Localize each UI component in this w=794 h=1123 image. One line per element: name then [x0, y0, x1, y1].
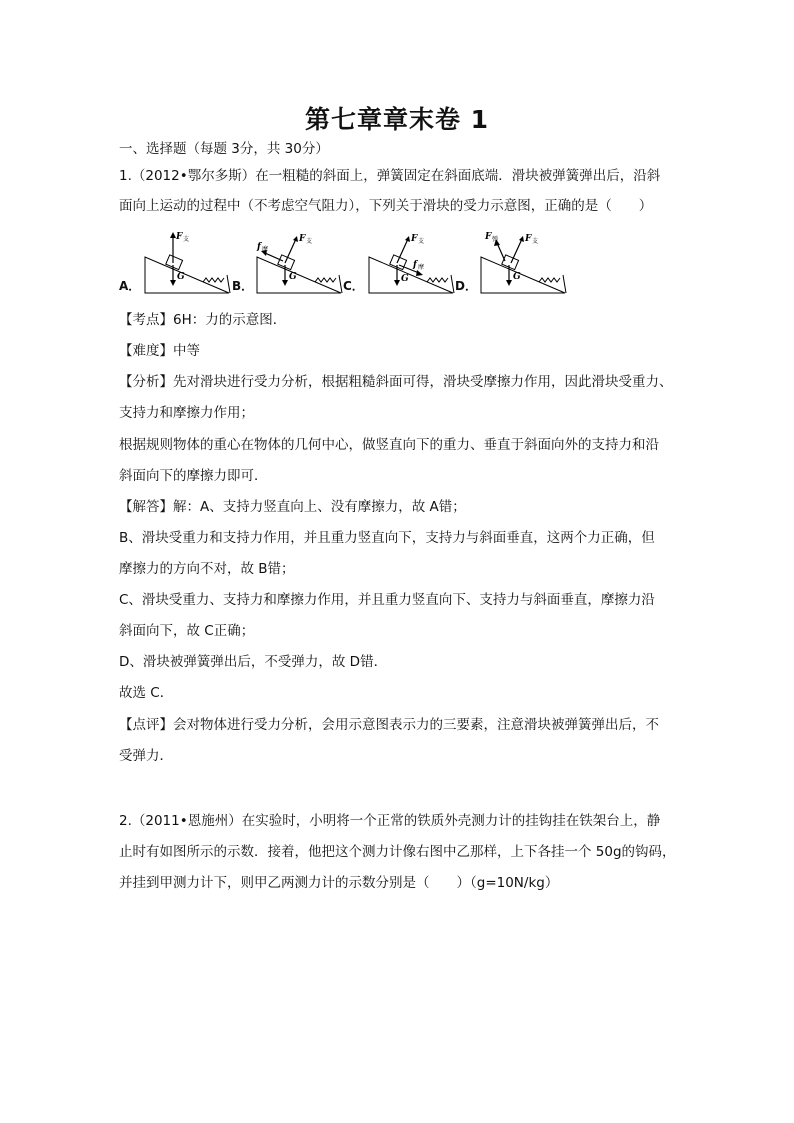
jieda-line4: C、滑块受重力、支持力和摩擦力作用，并且重力竖直向下、支持力与斜面垂直，摩擦力沿: [119, 592, 655, 608]
incline-b: [257, 257, 341, 293]
q2-stem-line3: 并挂到甲测力计下，则甲乙两测力计的示数分别是（ ）（g=10N/kg）: [119, 875, 559, 891]
svg-text:支: 支: [418, 238, 425, 245]
jieda-line6: D、滑块被弹簧弹出后，不受弹力，故 D错．: [119, 654, 388, 670]
option-a-label[interactable]: A．: [119, 279, 141, 293]
diagram-a: [143, 227, 231, 297]
label-f-friction-c: f: [413, 260, 417, 270]
incline-d: [481, 257, 565, 293]
jieda-line5: 斜面向下，故 C正确；: [119, 623, 255, 639]
label-g-d: G: [513, 272, 521, 282]
incline-a: [145, 257, 229, 293]
dianping-line1: 【点评】会对物体进行受力分析，会用示意图表示力的三要素，注意滑块被弹簧弹出后，不: [119, 717, 659, 733]
svg-text:摩: 摩: [262, 246, 269, 253]
svg-text:支: 支: [183, 236, 190, 243]
nandu: 【难度】中等: [119, 343, 200, 359]
dianping-line2: 受弹力．: [119, 748, 173, 764]
fenxi-line2: 支持力和摩擦力作用；: [119, 405, 254, 421]
spring-d: [539, 278, 560, 282]
q2-stem-line1: 2.（2011•恩施州）在实验时，小明将一个正常的铁质外壳测力计的挂钩挂在铁架台上，静: [119, 813, 661, 829]
label-g-b: G: [289, 272, 297, 282]
svg-text:弹: 弹: [492, 236, 499, 243]
label-g-c: G: [401, 274, 409, 284]
spring-b: [315, 278, 336, 282]
svg-text:支: 支: [306, 238, 313, 245]
spring-c: [427, 278, 448, 282]
label-f-push-d: F: [485, 232, 492, 242]
incline-c: [369, 257, 453, 293]
diagram-b: [255, 227, 343, 297]
jieda-line1: 【解答】解：A、支持力竖直向上、没有摩擦力，故 A错；: [119, 499, 466, 515]
label-f-support-c: F: [411, 234, 418, 244]
label-f-support-a: F: [176, 232, 183, 242]
jieda-line3: 摩擦力的方向不对，故 B错；: [119, 561, 295, 577]
fenxi-line3: 根据规则物体的重心在物体的几何中心，做竖直向下的重力、垂直于斜面向外的支持力和沿: [119, 437, 659, 453]
spring-a: [203, 278, 224, 282]
diagram-d: [479, 227, 567, 297]
label-f-friction-b: f: [257, 242, 261, 252]
q1-stem-line1: 1.（2012•鄂尔多斯）在一粗糙的斜面上，弹簧固定在斜面底端．滑块被弹簧弹出后，沿斜: [119, 168, 661, 184]
option-d-label[interactable]: D．: [455, 279, 477, 293]
fenxi-line1: 【分析】先对滑块进行受力分析，根据粗糙斜面可得，滑块受摩擦力作用，因此滑块受重力、: [119, 374, 673, 390]
label-f-support-d: F: [525, 234, 532, 244]
q1-option-diagrams: [119, 227, 579, 297]
arrow-push-d: [497, 243, 505, 261]
svg-text:支: 支: [532, 238, 539, 245]
jieda-line7: 故选 C．: [119, 685, 174, 701]
label-f-support-b: F: [299, 234, 306, 244]
page-title: 第七章章末卷 1: [304, 105, 490, 134]
jieda-line2: B、滑块受重力和支持力作用，并且重力竖直向下，支持力与斜面垂直，这两个力正确，但: [119, 530, 655, 546]
svg-text:摩: 摩: [418, 264, 425, 271]
q2-stem-line2: 止时有如图所示的示数．接着，他把这个测力计像右图中乙那样，上下各挂一个 50g的钩码，: [119, 844, 676, 860]
diagram-c: [367, 227, 455, 297]
fenxi-line4: 斜面向下的摩擦力即可．: [119, 468, 268, 484]
section-header: 一、选择题（每题 3分，共 30分）: [119, 141, 329, 157]
option-c-label[interactable]: C．: [343, 279, 364, 293]
kaodian: 【考点】6H：力的示意图．: [119, 312, 287, 328]
option-b-label[interactable]: B．: [232, 279, 254, 293]
q1-stem-line2: 面向上运动的过程中（不考虑空气阻力），下列关于滑块的受力示意图，正确的是（ ）: [119, 198, 653, 214]
label-g-a: G: [177, 272, 185, 282]
